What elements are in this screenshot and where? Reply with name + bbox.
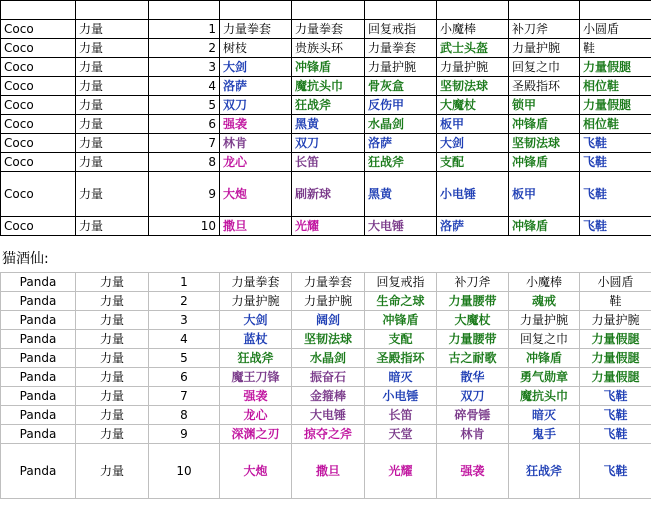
table-cell: 10	[149, 217, 220, 236]
table-cell: Coco	[1, 96, 76, 115]
table-cell	[149, 1, 220, 20]
table-cell: 振奋石	[292, 368, 365, 387]
table-cell: Panda	[1, 444, 76, 499]
table-cell: 洛萨	[220, 77, 292, 96]
table-cell: 飞鞋	[580, 387, 651, 406]
table-row	[1, 96, 651, 115]
table-cell: Panda	[1, 292, 76, 311]
table-cell: 圣殿指环	[509, 77, 580, 96]
table-row	[1, 368, 651, 387]
table-cell: 飞鞋	[580, 172, 651, 217]
table-cell: 飞鞋	[580, 153, 651, 172]
table-cell: 蓝杖	[220, 330, 292, 349]
table-cell: 大电锤	[365, 217, 437, 236]
table-cell: 力量护腕	[220, 292, 292, 311]
table-cell: 力量	[76, 115, 149, 134]
table-row	[1, 311, 651, 330]
table-cell	[437, 1, 509, 20]
table-cell: 洛萨	[437, 217, 509, 236]
table-row	[1, 172, 651, 217]
table-cell: 小圆盾	[580, 20, 651, 39]
table-cell: 小魔棒	[437, 20, 509, 39]
table-cell: 坚韧法球	[437, 77, 509, 96]
table-cell: Coco	[1, 217, 76, 236]
table-cell: Coco	[1, 134, 76, 153]
section-title: 猫酒仙:	[2, 251, 49, 267]
table-cell: 6	[149, 368, 220, 387]
table-cell: 5	[149, 96, 220, 115]
table-cell: Coco	[1, 115, 76, 134]
table-cell: 大剑	[220, 58, 292, 77]
table-cell: 力量	[76, 368, 149, 387]
table-cell: 狂战斧	[365, 153, 437, 172]
table-cell: 狂战斧	[220, 349, 292, 368]
table-cell: 1	[149, 20, 220, 39]
table-cell: 古之耐歌	[437, 349, 509, 368]
table-row	[1, 134, 651, 153]
table-cell: 大电锤	[292, 406, 365, 425]
table-row	[1, 20, 651, 39]
table-row	[1, 77, 651, 96]
table-cell: 3	[149, 58, 220, 77]
coco-build-table	[0, 0, 651, 236]
table-cell: 大魔杖	[437, 96, 509, 115]
table-cell: 强袭	[220, 115, 292, 134]
table-cell: 魔抗头巾	[509, 387, 580, 406]
table-cell: 补刀斧	[437, 273, 509, 292]
table-cell: 反伤甲	[365, 96, 437, 115]
table-cell: 龙心	[220, 153, 292, 172]
table-cell: 飞鞋	[580, 406, 651, 425]
table-cell: 回复戒指	[365, 20, 437, 39]
table-cell: Panda	[1, 273, 76, 292]
table-cell: 飞鞋	[580, 425, 651, 444]
table-row	[1, 425, 651, 444]
table-cell: 力量	[76, 349, 149, 368]
table-cell: 黑黄	[365, 172, 437, 217]
table-cell: 魂戒	[509, 292, 580, 311]
table-cell: 双刀	[437, 387, 509, 406]
table-cell: 坚韧法球	[509, 134, 580, 153]
table-cell: 深渊之刃	[220, 425, 292, 444]
table-cell: 双刀	[292, 134, 365, 153]
table-cell: 勇气勋章	[509, 368, 580, 387]
table-cell: 7	[149, 387, 220, 406]
table-cell: 骨灰盒	[365, 77, 437, 96]
table-cell: 力量	[76, 406, 149, 425]
table-cell: 力量	[76, 172, 149, 217]
table-cell: Panda	[1, 425, 76, 444]
table-cell: 鞋	[580, 292, 651, 311]
table-cell: 冲锋盾	[509, 349, 580, 368]
table-cell: Panda	[1, 349, 76, 368]
table-cell: 魔抗头巾	[292, 77, 365, 96]
table-cell: 树枝	[220, 39, 292, 58]
table-cell: 回复之巾	[509, 58, 580, 77]
table-cell: 长笛	[365, 406, 437, 425]
table-cell: 9	[149, 425, 220, 444]
table-cell: 撒旦	[292, 444, 365, 499]
table-cell	[76, 1, 149, 20]
table-cell: 力量拳套	[365, 39, 437, 58]
table-cell	[292, 1, 365, 20]
table-cell: 飞鞋	[580, 217, 651, 236]
table-cell: 光耀	[365, 444, 437, 499]
table-cell: 水晶剑	[365, 115, 437, 134]
table-row	[1, 217, 651, 236]
table-cell: 武士头盔	[437, 39, 509, 58]
table-cell: 板甲	[437, 115, 509, 134]
table-cell: 小电锤	[365, 387, 437, 406]
table-cell: 1	[149, 273, 220, 292]
table-cell: 力量	[76, 292, 149, 311]
table-cell: 掠夺之斧	[292, 425, 365, 444]
table-row	[1, 153, 651, 172]
table-cell: 光耀	[292, 217, 365, 236]
table-cell: 回复戒指	[365, 273, 437, 292]
table-cell: 10	[149, 444, 220, 499]
table-cell: 强袭	[437, 444, 509, 499]
table-cell: 力量腰带	[437, 330, 509, 349]
table-cell: 8	[149, 153, 220, 172]
table-row	[1, 330, 651, 349]
table-cell: 飞鞋	[580, 444, 651, 499]
table-cell: 生命之球	[365, 292, 437, 311]
table-cell: 力量假腿	[580, 330, 651, 349]
table-cell: Panda	[1, 368, 76, 387]
table-cell: 金箍棒	[292, 387, 365, 406]
table-cell: 刷新球	[292, 172, 365, 217]
table-cell: Panda	[1, 330, 76, 349]
table-row	[1, 58, 651, 77]
table-cell: 小圆盾	[580, 273, 651, 292]
table-cell: 坚韧法球	[292, 330, 365, 349]
table-cell: 6	[149, 115, 220, 134]
table-cell: 力量	[76, 39, 149, 58]
table-cell: 3	[149, 311, 220, 330]
table-row	[1, 115, 651, 134]
table-cell: 支配	[437, 153, 509, 172]
table-cell	[220, 1, 292, 20]
table-cell: Panda	[1, 387, 76, 406]
table-cell: 5	[149, 349, 220, 368]
table-cell: 8	[149, 406, 220, 425]
table-cell: 力量假腿	[580, 96, 651, 115]
table-cell: 飞鞋	[580, 134, 651, 153]
table-cell: 力量护腕	[365, 58, 437, 77]
table-cell: 碎骨锤	[437, 406, 509, 425]
table-cell: 力量假腿	[580, 58, 651, 77]
table-cell: 冲锋盾	[509, 217, 580, 236]
table-cell: 双刀	[220, 96, 292, 115]
table-cell: 散华	[437, 368, 509, 387]
table-cell: 4	[149, 77, 220, 96]
table-cell: 回复之巾	[509, 330, 580, 349]
table-cell: 力量护腕	[292, 292, 365, 311]
table-cell: 力量	[76, 311, 149, 330]
table-cell: 大炮	[220, 172, 292, 217]
table-cell	[580, 1, 651, 20]
table-cell: 大魔杖	[437, 311, 509, 330]
table-cell: Coco	[1, 39, 76, 58]
table-cell: 力量假腿	[580, 349, 651, 368]
table-cell: 魔王刀锋	[220, 368, 292, 387]
table-cell: 力量拳套	[292, 20, 365, 39]
table-cell: 力量	[76, 273, 149, 292]
table-cell: 小电锤	[437, 172, 509, 217]
table-cell: Coco	[1, 77, 76, 96]
table-cell: 补刀斧	[509, 20, 580, 39]
table-row	[1, 292, 651, 311]
table-row	[1, 273, 651, 292]
table-cell: Coco	[1, 172, 76, 217]
table-cell: 力量护腕	[509, 311, 580, 330]
table-cell: 力量	[76, 134, 149, 153]
table-cell: 小魔棒	[509, 273, 580, 292]
table-header-row	[1, 1, 651, 20]
table-cell: 林肯	[437, 425, 509, 444]
table-cell: 狂战斧	[509, 444, 580, 499]
table-cell: 冲锋盾	[509, 115, 580, 134]
table-cell: 力量	[76, 58, 149, 77]
table-cell: 林肯	[220, 134, 292, 153]
table-cell: 圣殿指环	[365, 349, 437, 368]
table-cell: 长笛	[292, 153, 365, 172]
table-cell: 力量	[76, 153, 149, 172]
table-cell: 冲锋盾	[292, 58, 365, 77]
table-cell: Coco	[1, 153, 76, 172]
table-cell: 4	[149, 330, 220, 349]
table-cell: 阔剑	[292, 311, 365, 330]
table-cell: 相位鞋	[580, 77, 651, 96]
table-cell: 2	[149, 292, 220, 311]
table-cell: 锁甲	[509, 96, 580, 115]
table-row	[1, 444, 651, 499]
table-cell: 力量拳套	[292, 273, 365, 292]
table-cell: 相位鞋	[580, 115, 651, 134]
table-cell: 力量	[76, 217, 149, 236]
table-cell: 大剑	[437, 134, 509, 153]
table-row	[1, 406, 651, 425]
table-cell: Coco	[1, 20, 76, 39]
table-cell: 冲锋盾	[509, 153, 580, 172]
table-cell: 2	[149, 39, 220, 58]
table-cell: 黑黄	[292, 115, 365, 134]
table-cell: 龙心	[220, 406, 292, 425]
panda-build-table	[0, 272, 651, 499]
table-cell: 贵族头环	[292, 39, 365, 58]
table-cell: 力量	[76, 330, 149, 349]
table-cell: 冲锋盾	[365, 311, 437, 330]
table-cell: 力量护腕	[580, 311, 651, 330]
table-cell: 力量	[76, 96, 149, 115]
table-cell	[365, 1, 437, 20]
table-cell: 撒旦	[220, 217, 292, 236]
table-cell: 暗灭	[509, 406, 580, 425]
table-cell: 天堂	[365, 425, 437, 444]
table-cell: 鬼手	[509, 425, 580, 444]
table-cell: 力量护腕	[437, 58, 509, 77]
table-cell: 力量护腕	[509, 39, 580, 58]
table-cell: 暗灭	[365, 368, 437, 387]
table-cell: Panda	[1, 311, 76, 330]
table-cell: 力量腰带	[437, 292, 509, 311]
table-cell: 力量假腿	[580, 368, 651, 387]
table-cell: 水晶剑	[292, 349, 365, 368]
table-cell: 鞋	[580, 39, 651, 58]
table-cell: 支配	[365, 330, 437, 349]
table-row	[1, 349, 651, 368]
table-cell	[1, 1, 76, 20]
table-row	[1, 39, 651, 58]
table-cell: Panda	[1, 406, 76, 425]
table-cell: 力量拳套	[220, 273, 292, 292]
table-cell: 7	[149, 134, 220, 153]
table-cell: 大炮	[220, 444, 292, 499]
table-cell	[509, 1, 580, 20]
table-cell: 板甲	[509, 172, 580, 217]
table-cell: 9	[149, 172, 220, 217]
table-cell: 力量拳套	[220, 20, 292, 39]
table-cell: Coco	[1, 58, 76, 77]
table-cell: 力量	[76, 20, 149, 39]
table-cell: 力量	[76, 387, 149, 406]
table-cell: 力量	[76, 444, 149, 499]
table-cell: 狂战斧	[292, 96, 365, 115]
table-row	[1, 387, 651, 406]
table-cell: 力量	[76, 425, 149, 444]
table-cell: 力量	[76, 77, 149, 96]
table-cell: 大剑	[220, 311, 292, 330]
table-cell: 洛萨	[365, 134, 437, 153]
table-cell: 强袭	[220, 387, 292, 406]
